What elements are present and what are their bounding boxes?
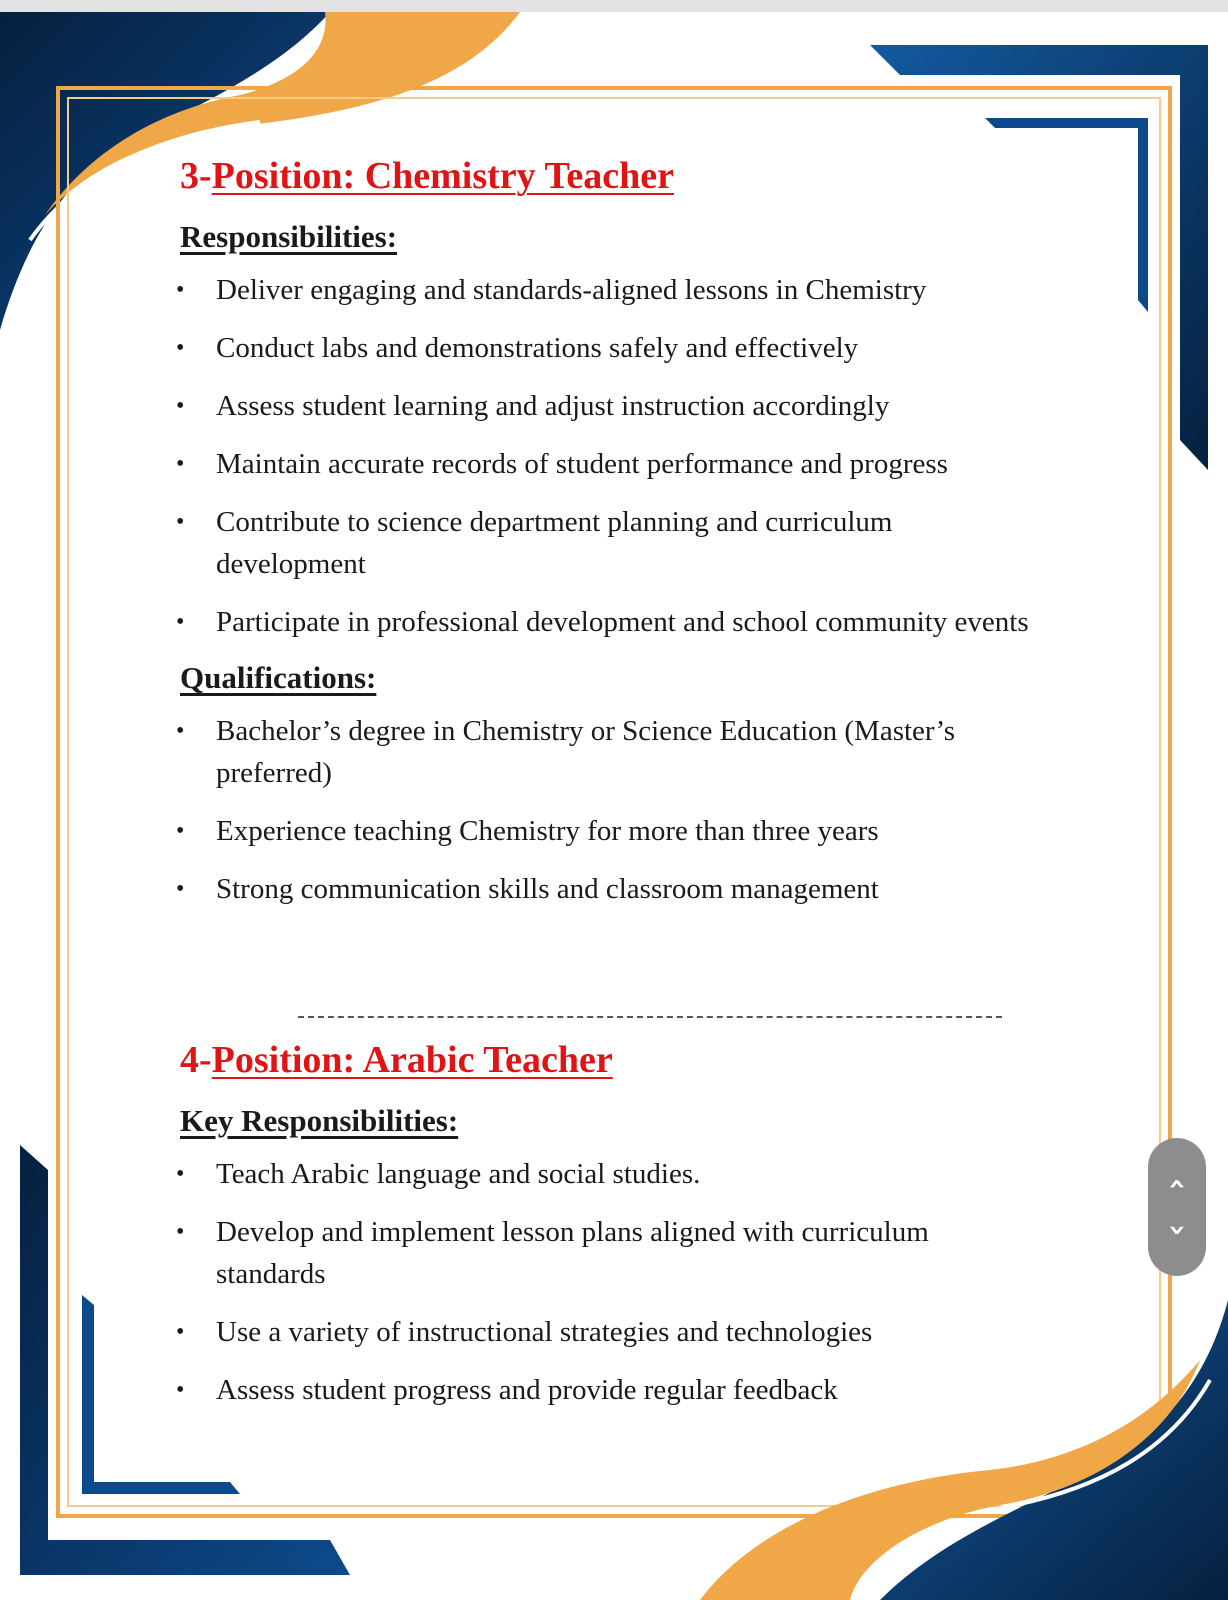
section-arabic-teacher (180, 1038, 1060, 1427)
list-item: • Deliver engaging and standards-aligned lessons in Chemistry (180, 269, 1060, 311)
list-item: • Strong communication skills and classroom management (180, 868, 1060, 910)
list-item: • Assess student learning and adjust instruction accordingly (180, 385, 1060, 427)
previous-page-icon[interactable]: ‹ (1160, 1177, 1195, 1191)
position-number: 3- (180, 155, 212, 197)
heading-responsibilities: Responsibilities: (180, 218, 398, 254)
heading-key-responsibilities: Key Responsibilities: (180, 1102, 459, 1138)
list-item: • Experience teaching Chemistry for more than three years (180, 810, 1060, 852)
position-title-text: Position: Chemistry Teacher (211, 155, 674, 197)
document-content (180, 150, 1060, 1406)
position-title-arabic (180, 1038, 1060, 1084)
list-item: • Participate in professional development and school community events (180, 601, 1056, 643)
position-title-text: Position: Arabic Teacher (211, 1039, 613, 1081)
position-number: 4- (180, 1039, 212, 1081)
list-item: • Contribute to science department planning and curriculum development (180, 501, 976, 585)
section-chemistry-teacher (180, 154, 1060, 910)
list-item: • Develop and implement lesson plans aligned with curriculum standards (180, 1211, 1036, 1295)
section-divider (298, 1016, 1002, 1018)
list-item: • Bachelor’s degree in Chemistry or Science Education (Master’s preferred) (180, 710, 1046, 794)
qualifications-list (180, 710, 1060, 910)
list-item: • Maintain accurate records of student performance and progress (180, 443, 1060, 485)
list-item: • Assess student progress and provide regular feedback (180, 1369, 1060, 1411)
page-nav-control[interactable] (1148, 1138, 1206, 1276)
position-title-chemistry (180, 154, 1060, 200)
responsibilities-list (180, 269, 1060, 643)
next-page-icon[interactable]: › (1160, 1223, 1195, 1237)
list-item: • Use a variety of instructional strategies and technologies (180, 1311, 1060, 1353)
list-item: • Teach Arabic language and social studies. (180, 1153, 1060, 1195)
list-item: • Conduct labs and demonstrations safely and effectively (180, 327, 1060, 369)
heading-qualifications: Qualifications: (180, 659, 377, 695)
key-responsibilities-list (180, 1153, 1060, 1411)
